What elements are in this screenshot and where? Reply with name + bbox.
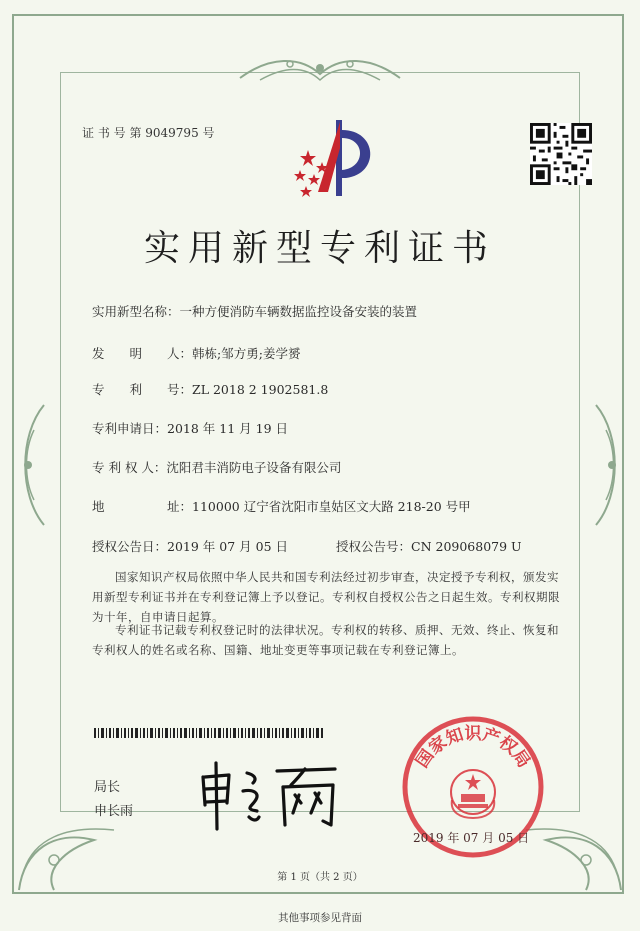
inventor-label: 发 明 人： <box>92 346 193 361</box>
footer-note: 其他事项参见背面 <box>278 912 362 924</box>
grant-number-value: CN 209068079 U <box>411 539 522 554</box>
patent-number-row <box>92 380 328 398</box>
top-ornament-icon <box>230 52 410 88</box>
application-date-row <box>92 419 288 437</box>
inventor-row <box>92 344 300 362</box>
page-number: 第 1 页（共 2 页） <box>277 872 363 883</box>
director-name: 申长雨 <box>94 804 134 819</box>
seal-date: 2019 年 07 月 05 日 <box>413 831 530 845</box>
grant-date-label: 授权公告日： <box>92 539 168 554</box>
right-ornament-icon <box>586 400 626 530</box>
seal-text: 国家知识产权局 <box>412 724 534 772</box>
certificate-title: 实用新型专利证书 <box>143 228 496 269</box>
utility-name-label: 实用新型名称： <box>92 304 180 319</box>
legal-status-paragraph: 专利证书记载专利权登记时的法律状况。专利权的转移、质押、无效、终止、恢复和专利权人的姓名或名称、国籍、地址变更等事项记载在专利登记簿上。 <box>92 623 559 657</box>
qr-code-icon <box>530 123 592 185</box>
grant-number-label: 授权公告号： <box>336 539 412 554</box>
patent-office-logo-icon <box>288 112 388 202</box>
signature-icon <box>195 755 345 835</box>
certificate-number: 证 书 号 第 9049795 号 <box>82 126 215 140</box>
grant-date-value: 2019 年 07 月 05 日 <box>167 539 289 554</box>
owner-value: 沈阳君丰消防电子设备有限公司 <box>166 460 342 475</box>
grant-number-row <box>336 537 522 555</box>
left-ornament-icon <box>14 400 54 530</box>
director-title: 局长 <box>94 780 121 795</box>
address-row <box>92 497 471 515</box>
inventor-value: 韩栋;邹方勇;姜学赟 <box>192 346 301 361</box>
address-label: 地 址： <box>92 499 193 514</box>
grant-date-row <box>92 537 288 555</box>
utility-name-value: 一种方便消防车辆数据监控设备安装的装置 <box>179 304 418 319</box>
utility-name-row <box>92 302 417 320</box>
address-value: 110000 辽宁省沈阳市皇姑区文大路 218-20 号甲 <box>192 499 471 514</box>
owner-row <box>92 458 341 476</box>
application-date-value: 2018 年 11 月 19 日 <box>167 421 289 436</box>
grant-statement-paragraph: 国家知识产权局依照中华人民共和国专利法经过初步审查，决定授予专利权，颁发实用新型专利证书并在专利登记簿上予以登记。专利权自授权公告之日起生效。专利权期限为十年，自申请日起算。 <box>92 570 560 624</box>
application-date-label: 专利申请日： <box>92 421 168 436</box>
patent-number-label: 专 利 号： <box>92 382 193 397</box>
barcode-icon <box>94 728 324 738</box>
patent-number-value: ZL 2018 2 1902581.8 <box>192 382 329 397</box>
owner-label: 专 利 权 人： <box>92 460 167 475</box>
